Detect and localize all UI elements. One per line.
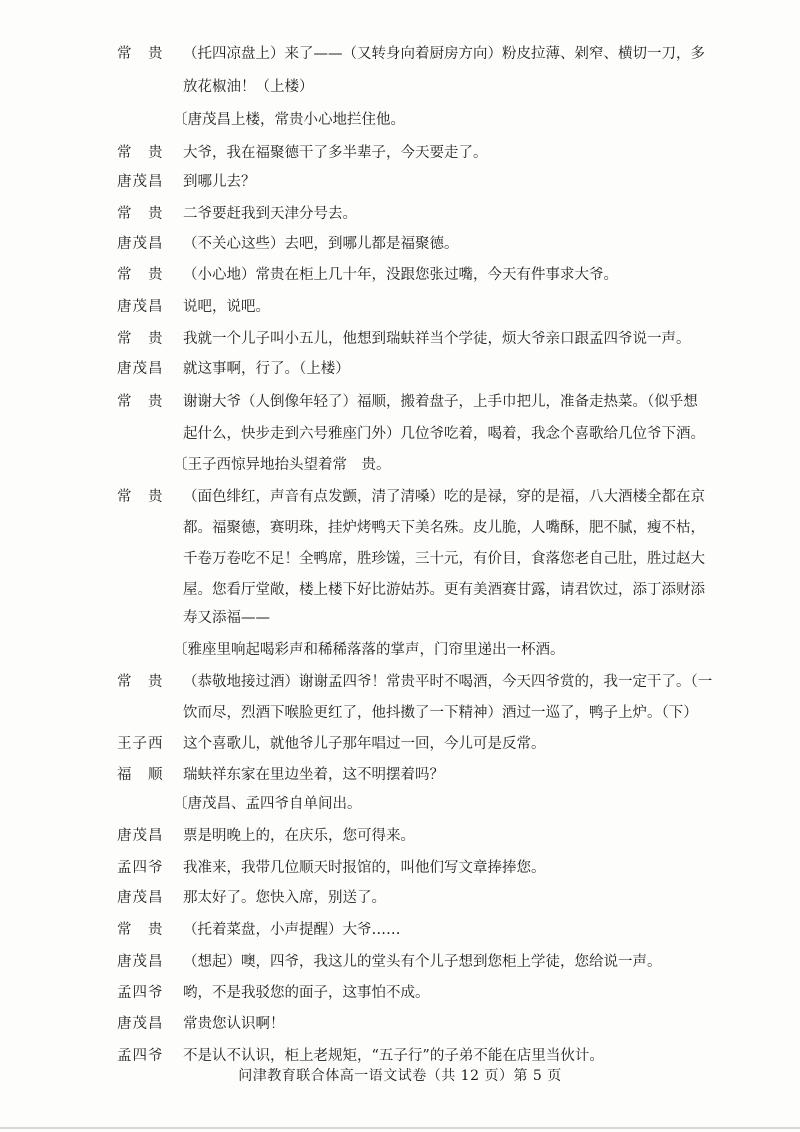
line-text: 不是认不认识，柜上老规矩，“五子行”的子弟不能在店里当伙计。 bbox=[183, 1048, 604, 1064]
line-text: 瑞蚨祥东家在里边坐着，这不明摆着吗？ bbox=[183, 767, 444, 783]
script-line bbox=[0, 198, 800, 230]
line-text: 我准来，我带几位顺天时报馆的，叫他们写文章捧捧您。 bbox=[183, 860, 546, 876]
line-text-continued: 都。福聚德，赛明珠，挂炉烤鸭天下美名殊。皮儿脆，人嘴酥，肥不腻，瘦不枯， bbox=[183, 520, 705, 536]
line-text: 哟，不是我驳您的面子，这事怕不成。 bbox=[183, 985, 430, 1001]
line-text: （面色绯红，声音有点发颤，清了清嗓）吃的是禄，穿的是福，八大酒楼全都在京 bbox=[183, 489, 705, 505]
speaker-name: 常 贵 bbox=[117, 206, 164, 222]
speaker-name: 常 贵 bbox=[117, 331, 164, 347]
line-text: 常贵您认识啊！ bbox=[183, 1016, 285, 1032]
speaker-name: 常 贵 bbox=[117, 394, 164, 410]
speaker-name: 福 顺 bbox=[117, 767, 164, 783]
speaker-name: 孟四爷 bbox=[117, 985, 164, 1001]
speaker-name: 唐茂昌 bbox=[117, 299, 164, 315]
speaker-name: 唐茂昌 bbox=[117, 236, 164, 252]
speaker-name: 唐茂昌 bbox=[117, 174, 164, 190]
page-footer: 问津教育联合体高一语文试卷（共 12 页）第 5 页 bbox=[238, 1068, 562, 1084]
speaker-name: 唐茂昌 bbox=[117, 828, 164, 844]
line-text: （小心地）常贵在柜上几十年，没跟您张过嘴，今天有件事求大爷。 bbox=[183, 267, 618, 283]
script-line bbox=[0, 1008, 800, 1040]
stage-direction-text: 〔雅座里响起喝彩声和稀稀落落的掌声，门帘里递出一杯酒。 bbox=[173, 642, 565, 658]
script-line bbox=[0, 946, 800, 978]
script-line bbox=[0, 512, 800, 544]
line-text: （不关心这些）去吧，到哪儿都是福聚德。 bbox=[183, 236, 459, 252]
speaker-name: 王子西 bbox=[117, 736, 164, 752]
script-line bbox=[0, 666, 800, 698]
script-line bbox=[0, 291, 800, 323]
script-line bbox=[0, 323, 800, 355]
script-line bbox=[0, 481, 800, 513]
speaker-name: 常 贵 bbox=[117, 674, 164, 690]
speaker-name: 孟四爷 bbox=[117, 1048, 164, 1064]
script-line bbox=[0, 882, 800, 914]
script-line bbox=[0, 353, 800, 385]
line-text: （想起）噢，四爷，我这儿的堂头有个儿子想到您柜上学徒，您给说一声。 bbox=[183, 954, 662, 970]
line-text: 二爷要赶我到天津分号去。 bbox=[183, 206, 357, 222]
speaker-name: 唐茂昌 bbox=[117, 361, 164, 377]
line-text-continued: 寿又添福—— bbox=[183, 610, 270, 626]
speaker-name: 孟四爷 bbox=[117, 860, 164, 876]
script-line bbox=[0, 137, 800, 169]
stage-direction bbox=[0, 634, 800, 666]
script-line bbox=[0, 166, 800, 198]
script-line bbox=[0, 728, 800, 760]
script-line bbox=[0, 697, 800, 729]
line-text-continued: 屋。您看厅堂敞，楼上楼下好比游姑苏。更有美酒赛甘露，请君饮过，添丁添财添 bbox=[183, 582, 705, 598]
speaker-name: 常 贵 bbox=[117, 46, 164, 62]
line-text: 就这事啊，行了。（上楼） bbox=[183, 361, 350, 377]
stage-direction-text: 〔王子西惊异地抬头望着常 贵。 bbox=[173, 457, 391, 473]
script-line bbox=[0, 543, 800, 575]
line-text-continued: 放花椒油！（上楼） bbox=[183, 79, 314, 95]
line-text: 我就一个儿子叫小五儿，他想到瑞蚨祥当个学徒，烦大爷亲口跟孟四爷说一声。 bbox=[183, 331, 691, 347]
line-text: 这个喜歌儿，就他爷儿子那年唱过一回，今儿可是反常。 bbox=[183, 736, 546, 752]
script-line bbox=[0, 418, 800, 450]
script-line bbox=[0, 914, 800, 946]
line-text: 说吧，说吧。 bbox=[183, 299, 270, 315]
stage-direction bbox=[0, 449, 800, 481]
speaker-name: 常 贵 bbox=[117, 489, 164, 505]
script-line bbox=[0, 759, 800, 791]
line-text: （恭敬地接过酒）谢谢孟四爷！常贵平时不喝酒，今天四爷赏的，我一定干了。（一 bbox=[183, 674, 713, 690]
scan-edge-divider bbox=[0, 1127, 800, 1129]
speaker-name: 唐茂昌 bbox=[117, 1016, 164, 1032]
script-line bbox=[0, 852, 800, 884]
script-line bbox=[0, 71, 800, 103]
line-text-continued: 起什么，快步走到六号雅座门外）几位爷吃着，喝着，我念个喜歌给几位爷下酒。 bbox=[183, 426, 705, 442]
script-line bbox=[0, 977, 800, 1009]
speaker-name: 常 贵 bbox=[117, 922, 164, 938]
script-line bbox=[0, 38, 800, 70]
script-line bbox=[0, 820, 800, 852]
line-text: 票是明晚上的，在庆乐，您可得来。 bbox=[183, 828, 415, 844]
line-text: 大爷，我在福聚德干了多半辈子，今天要走了。 bbox=[183, 145, 488, 161]
script-line bbox=[0, 228, 800, 260]
stage-direction-text: 〔唐茂昌上楼，常贵小心地拦住他。 bbox=[173, 112, 405, 128]
speaker-name: 常 贵 bbox=[117, 267, 164, 283]
script-line bbox=[0, 259, 800, 291]
speaker-name: 唐茂昌 bbox=[117, 954, 164, 970]
line-text: （托四凉盘上）来了——（又转身向着厨房方向）粉皮拉薄、剁窄、横切一刀，多 bbox=[183, 46, 705, 62]
line-text-continued: 千卷万卷吃不足！全鸭席，胜珍馐，三十元，有价目，食落您老自己肚，胜过赵大 bbox=[183, 551, 705, 567]
script-line bbox=[0, 386, 800, 418]
speaker-name: 唐茂昌 bbox=[117, 890, 164, 906]
line-text-continued: 饮而尽，烈酒下喉脸更红了，他抖擞了一下精神）酒过一巡了，鸭子上炉。（下） bbox=[183, 705, 698, 721]
stage-direction bbox=[0, 788, 800, 820]
stage-direction bbox=[0, 104, 800, 136]
script-line bbox=[0, 602, 800, 634]
stage-direction-text: 〔唐茂昌、孟四爷自单间出。 bbox=[173, 796, 362, 812]
line-text: 那太好了。您快入席，别送了。 bbox=[183, 890, 386, 906]
line-text: （托着菜盘，小声提醒）大爷…… bbox=[183, 922, 401, 938]
line-text: 到哪儿去？ bbox=[183, 174, 256, 190]
speaker-name: 常 贵 bbox=[117, 145, 164, 161]
line-text: 谢谢大爷（人倒像年轻了）福顺，搬着盘子，上手巾把儿，准备走热菜。（似乎想 bbox=[183, 394, 698, 410]
